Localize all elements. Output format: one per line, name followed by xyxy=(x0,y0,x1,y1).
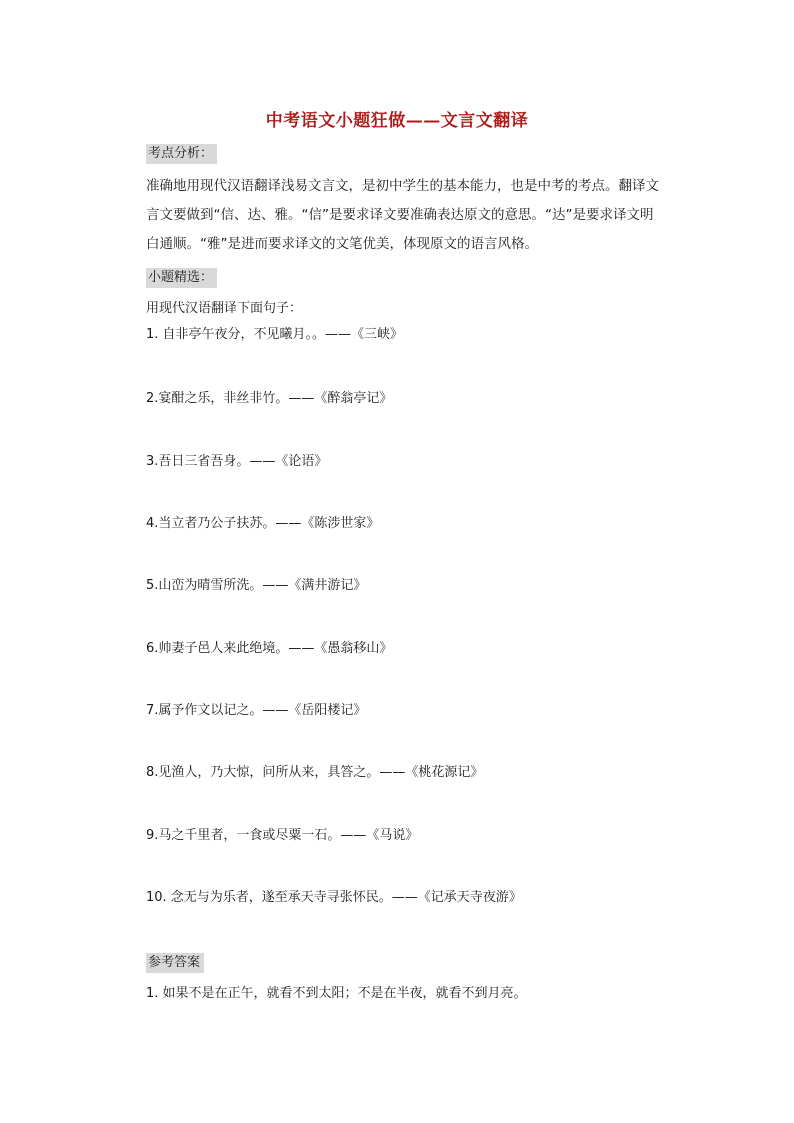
question-item: 6.帅妻子邑人来此绝境。——《愚翁移山》 xyxy=(146,641,393,656)
section-label-answers: 参考答案 xyxy=(146,953,204,973)
question-item: 2.宴酣之乐，非丝非竹。——《醉翁亭记》 xyxy=(146,391,393,406)
question-item: 4.当立者乃公子扶苏。——《陈涉世家》 xyxy=(146,516,380,531)
intro-line: 白通顺。“雅”是进而要求译文的文笔优美，体现原文的语言风格。 xyxy=(146,236,538,252)
question-item: 5.山峦为晴雪所洗。——《满井游记》 xyxy=(146,578,367,593)
question-item: 7.属予作文以记之。——《岳阳楼记》 xyxy=(146,703,367,718)
page-title: 中考语文小题狂做——文言文翻译 xyxy=(265,111,529,131)
question-item: 1. 自非亭午夜分，不见曦月。。——《三峡》 xyxy=(146,327,404,342)
section-label-selected: 小题精选： xyxy=(146,268,217,288)
intro-line: 言文要做到“信、达、雅。“信”是要求译文要准确表达原文的意思。“达”是要求译文明 xyxy=(146,207,654,223)
instruction-text: 用现代汉语翻译下面句子： xyxy=(146,301,303,316)
intro-line: 准确地用现代汉语翻译浅易文言文，是初中学生的基本能力，也是中考的考点。翻译文 xyxy=(146,178,659,194)
answer-item: 1. 如果不是在正午，就看不到太阳；不是在半夜，就看不到月亮。 xyxy=(146,986,527,1001)
question-item: 9.马之千里者，一食或尽粟一石。——《马说》 xyxy=(146,828,419,843)
question-item: 3.吾日三省吾身。——《论语》 xyxy=(146,454,328,469)
question-item: 8.见渔人，乃大惊，问所从来，具答之。——《桃花源记》 xyxy=(146,765,484,780)
section-label-analysis: 考点分析： xyxy=(146,144,217,164)
intro-paragraph xyxy=(146,172,686,259)
question-item: 10. 念无与为乐者，遂至承天寺寻张怀民。——《记承天寺夜游》 xyxy=(146,890,522,905)
